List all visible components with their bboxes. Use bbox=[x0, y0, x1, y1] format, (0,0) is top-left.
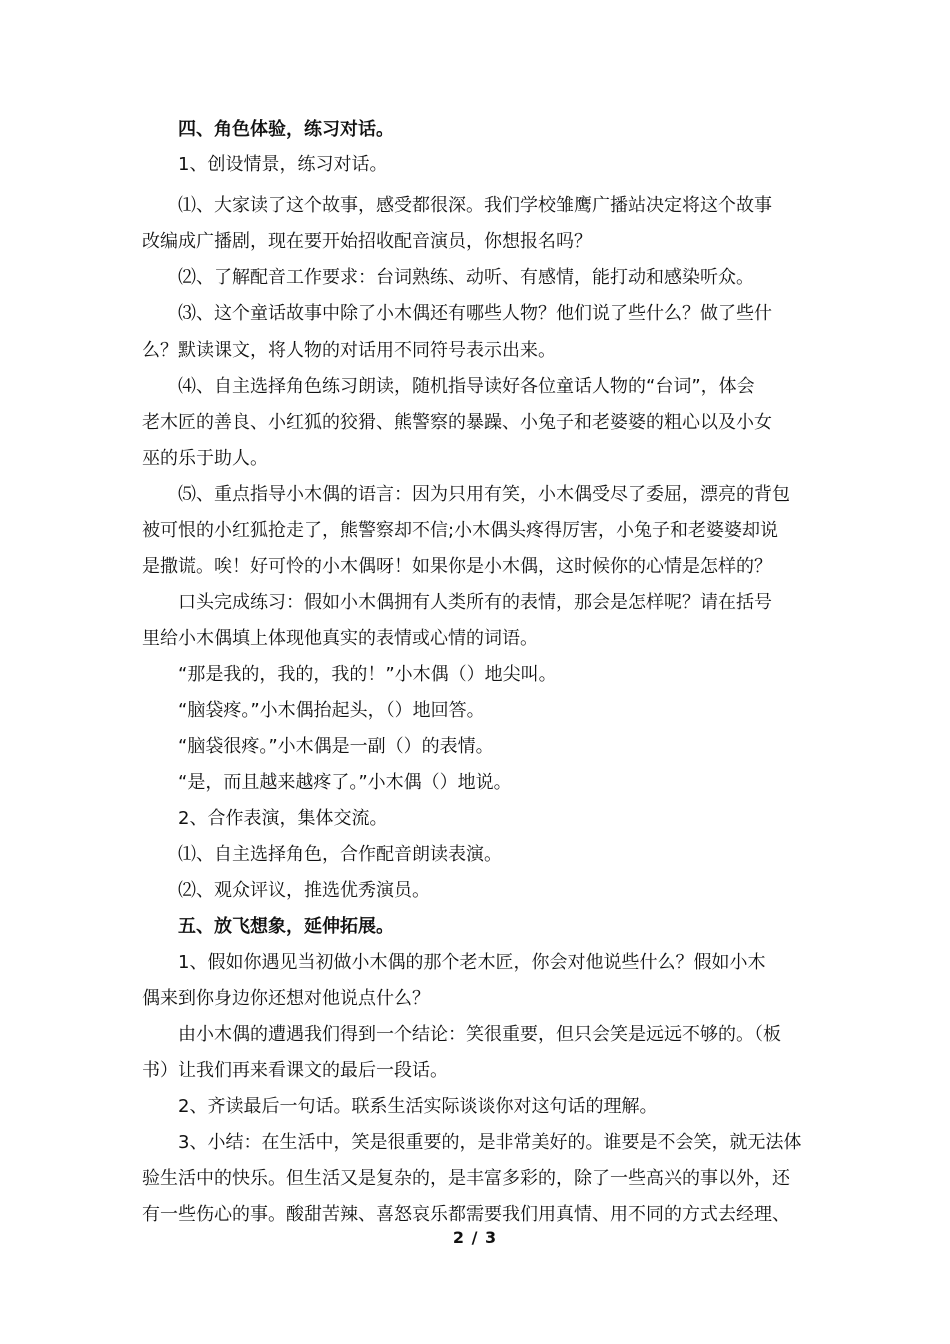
paragraph-line: 巫的乐于助人。 bbox=[142, 448, 268, 469]
paragraph-line: 3、小结：在生活中，笑是很重要的，是非常美好的。谁要是不会笑，就无法体 bbox=[178, 1132, 802, 1153]
section-heading-4: 四、角色体验，练习对话。 bbox=[178, 119, 394, 140]
paragraph-line: 书）让我们再来看课文的最后一段话。 bbox=[142, 1060, 448, 1081]
exercise-line: “那是我的，我的，我的！”小木偶（）地尖叫。 bbox=[178, 664, 557, 685]
paragraph-line: ⑵、观众评议，推选优秀演员。 bbox=[178, 880, 430, 901]
paragraph-line: 被可恨的小红狐抢走了，熊警察却不信;小木偶头疼得厉害，小兔子和老婆婆却说 bbox=[142, 520, 779, 541]
paragraph-line: 由小木偶的遭遇我们得到一个结论：笑很重要，但只会笑是远远不够的。（板 bbox=[178, 1024, 781, 1045]
paragraph-line: 口头完成练习：假如小木偶拥有人类所有的表情，那会是怎样呢？请在括号 bbox=[178, 592, 772, 613]
paragraph-line: 老木匠的善良、小红狐的狡猾、熊警察的暴躁、小兔子和老婆婆的粗心以及小女 bbox=[142, 412, 772, 433]
paragraph-line: ⑶、这个童话故事中除了小木偶还有哪些人物？他们说了些什么？做了些什 bbox=[178, 303, 772, 324]
paragraph-line: 2、合作表演，集体交流。 bbox=[178, 808, 388, 829]
paragraph-line: 验生活中的快乐。但生活又是复杂的，是丰富多彩的，除了一些高兴的事以外，还 bbox=[142, 1168, 790, 1189]
paragraph-line: 1、创设情景，练习对话。 bbox=[178, 154, 388, 175]
paragraph-line: 么？默读课文，将人物的对话用不同符号表示出来。 bbox=[142, 340, 556, 361]
paragraph-line: 有一些伤心的事。酸甜苦辣、喜怒哀乐都需要我们用真情、用不同的方式去经理、 bbox=[142, 1204, 790, 1225]
exercise-line: “是，而且越来越疼了。”小木偶（）地说。 bbox=[178, 772, 512, 793]
paragraph-line: 里给小木偶填上体现他真实的表情或心情的词语。 bbox=[142, 628, 538, 649]
paragraph-line: ⑸、重点指导小木偶的语言：因为只用有笑，小木偶受尽了委屈，漂亮的背包 bbox=[178, 484, 790, 505]
paragraph-line: 1、假如你遇见当初做小木偶的那个老木匠，你会对他说些什么？假如小木 bbox=[178, 952, 766, 973]
paragraph-line: ⑴、大家读了这个故事，感受都很深。我们学校雏鹰广播站决定将这个故事 bbox=[178, 195, 772, 216]
paragraph-line: ⑷、自主选择角色练习朗读，随机指导读好各位童话人物的“台词”，体会 bbox=[178, 376, 755, 397]
paragraph-line: ⑴、自主选择角色，合作配音朗读表演。 bbox=[178, 844, 502, 865]
paragraph-line: 是撒谎。唉！好可怜的小木偶呀！如果你是小木偶，这时候你的心情是怎样的？ bbox=[142, 556, 772, 577]
section-heading-5: 五、放飞想象，延伸拓展。 bbox=[178, 916, 394, 937]
paragraph-line: 改编成广播剧，现在要开始招收配音演员，你想报名吗？ bbox=[142, 231, 592, 252]
exercise-line: “脑袋疼。”小木偶抬起头，（）地回答。 bbox=[178, 700, 485, 721]
page-number: 2 / 3 bbox=[452, 1228, 498, 1247]
paragraph-line: 2、齐读最后一句话。联系生活实际谈谈你对这句话的理解。 bbox=[178, 1096, 658, 1117]
exercise-line: “脑袋很疼。”小木偶是一副（）的表情。 bbox=[178, 736, 494, 757]
paragraph-line: ⑵、了解配音工作要求：台词熟练、动听、有感情，能打动和感染听众。 bbox=[178, 267, 754, 288]
paragraph-line: 偶来到你身边你还想对他说点什么？ bbox=[142, 988, 430, 1009]
